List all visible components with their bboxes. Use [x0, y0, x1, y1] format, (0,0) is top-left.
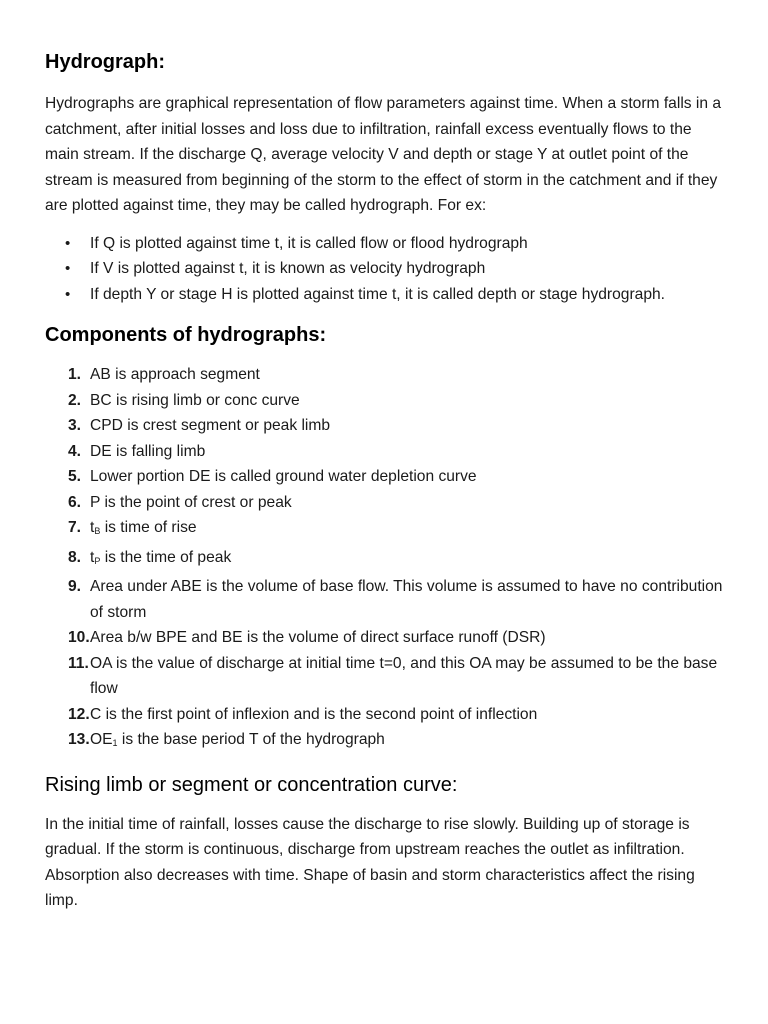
list-item-text: If V is plotted against t, it is known as velocity hydrograph	[90, 260, 486, 277]
list-item-number: 13.	[68, 731, 90, 748]
list-item	[45, 388, 728, 414]
list-item-number: 9.	[68, 578, 82, 595]
hydrograph-intro-paragraph: Hydrographs are graphical representation of flow parameters against time. When a storm falls in a catchment, after initial losses and loss due to infiltration, rainfall excess eventually flows to the main stream. If the discharge Q, average velocity V and depth or stage Y at outlet point of the stream is measured from beginning of the storm to the effect of storm in the catchment and if they are plotted against time, they may be called hydrograph. For ex:	[45, 95, 722, 214]
list-item-symbol: t	[90, 548, 95, 566]
section-title-hydrograph: Hydrograph:	[45, 51, 165, 73]
list-item-text: is the base period T of the hydrograph	[117, 731, 385, 748]
list-item-number: 4.	[68, 442, 82, 460]
list-item-text: P is the point of crest or peak	[90, 493, 292, 511]
list-item-symbol: t	[90, 519, 95, 536]
list-item	[45, 702, 728, 728]
list-item-text: AB is approach segment	[90, 366, 260, 383]
list-item-number: 6.	[68, 493, 82, 511]
list-item	[45, 727, 728, 757]
list-item-text: is time of rise	[100, 519, 197, 536]
list-item-number: 8.	[68, 548, 82, 566]
list-item-text: CPD is crest segment or peak limb	[90, 417, 331, 434]
list-item-number: 1.	[68, 366, 82, 383]
list-item	[45, 256, 728, 282]
list-item	[45, 515, 728, 545]
list-item-text: is the time of peak	[100, 548, 232, 566]
list-item-text: Lower portion DE is called ground water depletion curve	[90, 468, 477, 485]
list-item-number: 11.	[68, 654, 89, 672]
list-item	[45, 439, 728, 465]
list-item-subscript: B	[94, 526, 101, 536]
list-item	[45, 362, 728, 388]
list-item	[45, 651, 728, 702]
list-item-text: OA is the value of discharge at initial time t=0, and this OA may be assumed to be the base flow	[90, 654, 718, 697]
list-item-text: If Q is plotted against time t, it is called flow or flood hydrograph	[90, 234, 528, 252]
list-item-text: DE is falling limb	[90, 442, 206, 460]
list-item	[45, 464, 728, 490]
list-item-subscript: 1	[112, 738, 118, 748]
list-item	[45, 625, 728, 651]
list-item-text: C is the first point of inflexion and is the second point of inflection	[90, 705, 538, 723]
list-item	[45, 545, 728, 575]
list-item	[45, 282, 728, 308]
list-item	[45, 490, 728, 516]
list-item-subscript: P	[94, 555, 101, 566]
list-item-text: If depth Y or stage H is plotted against time t, it is called depth or stage hydrograph.	[90, 285, 665, 303]
list-item-text: BC is rising limb or conc curve	[90, 391, 300, 409]
list-item-number: 10.	[68, 629, 90, 646]
list-item-text: Area b/w BPE and BE is the volume of direct surface runoff (DSR)	[90, 629, 546, 646]
list-item-number: 7.	[68, 519, 82, 536]
list-item-number: 5.	[68, 468, 82, 485]
list-item	[45, 413, 728, 439]
components-list	[45, 362, 728, 757]
list-item-text: Area under ABE is the volume of base flow. This volume is assumed to have no contribution of storm	[90, 578, 723, 621]
list-item-number: 2.	[68, 391, 82, 409]
list-item-number: 12.	[68, 705, 90, 723]
list-item-number: 3.	[68, 417, 82, 434]
list-item	[45, 231, 728, 257]
list-item	[45, 574, 728, 625]
rising-limb-paragraph: In the initial time of rainfall, losses cause the discharge to rise slowly. Building up of storage is gradual. If the storm is continuous, discharge from upstream reaches the outlet as infiltration. Absorption also decreases with time. Shape of basin and storm characteristics affect the rising limp.	[45, 815, 695, 909]
hydrograph-type-list	[45, 231, 728, 308]
section-title-components: Components of hydrographs:	[45, 324, 327, 346]
section-title-rising-limb: Rising limb or segment or concentration curve:	[45, 773, 458, 796]
list-item-symbol: OE	[90, 731, 113, 748]
